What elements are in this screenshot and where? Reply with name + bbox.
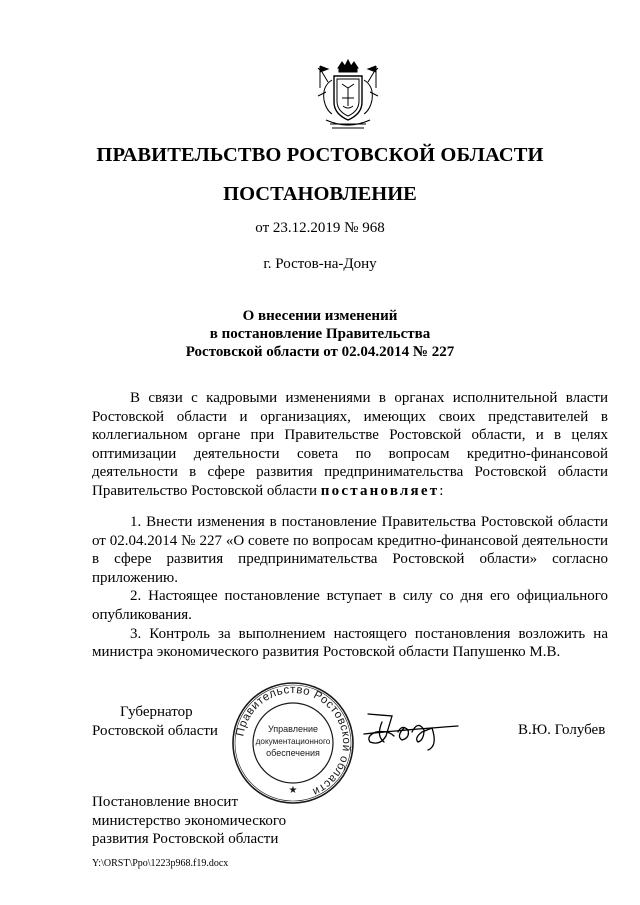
- decree-word: постановляет: [320, 482, 440, 499]
- subject-line: Ростовской области от 02.04.2014 № 227: [185, 344, 455, 360]
- seal-outer-text: Правительство Ростовской области: [234, 683, 353, 798]
- document-type: ПОСТАНОВЛЕНИЕ: [223, 183, 417, 205]
- preamble-text: В связи с кадровыми изменениями в органах исполнительной власти Ростовской области и организациях, имеющих своих представителей в коллегиальном органе при Правительстве Ростовской области, и в целях оптимизации деятельности совета по вопросам кредитно-финансовой деятельности в сфере развития предпринимательства Ростовской области Правительство Ростовской области: [92, 390, 608, 499]
- official-seal: [230, 680, 356, 806]
- document-place: г. Ростов-на-Дону: [263, 256, 377, 272]
- subject-line: в постановление Правительства: [209, 326, 431, 342]
- decree-item: 1. Внести изменения в постановление Правительства Ростовской области от 02.04.2014 № 227 «О совете по вопросам кредитно-финансовой деятельности в сфере развития предпринимательства Ростовской области» согласно приложению.: [92, 514, 608, 586]
- position-line: Губернатор: [120, 704, 193, 720]
- file-path: Y:\ORST\Ppo\1223p968.f19.docx: [92, 858, 229, 869]
- signatory-name: В.Ю. Голубев: [518, 722, 606, 738]
- subject-line: О внесении изменений: [242, 308, 398, 324]
- coat-of-arms-icon: [312, 58, 384, 134]
- preamble: [92, 389, 608, 501]
- svg-text:★: ★: [288, 785, 298, 796]
- preamble-end: :: [439, 482, 444, 499]
- seal-inner-line: документационного: [255, 737, 331, 746]
- introduced-by: [92, 793, 286, 849]
- introduced-line: Постановление вносит: [92, 794, 239, 810]
- decree-items: [92, 513, 608, 662]
- decree-item: 3. Контроль за выполнением настоящего постановления возложить на министра экономического развития Ростовской области Папушенко М.В.: [92, 625, 608, 661]
- government-name: ПРАВИТЕЛЬСТВО РОСТОВСКОЙ ОБЛАСТИ: [96, 144, 544, 166]
- introduced-line: развития Ростовской области: [92, 831, 279, 848]
- seal-inner-line: Управление: [267, 724, 319, 734]
- handwritten-signature: [362, 706, 462, 752]
- decree-item: 2. Настоящее постановление вступает в силу со дня его официального опубликования.: [92, 588, 608, 623]
- seal-inner-line: обеспечения: [266, 748, 320, 758]
- signatory-position: [92, 703, 218, 740]
- document-subject: [0, 307, 640, 361]
- introduced-line: министерство экономического: [92, 812, 287, 829]
- document-date-number: от 23.12.2019 № 968: [255, 220, 385, 236]
- position-line: Ростовской области: [92, 722, 218, 739]
